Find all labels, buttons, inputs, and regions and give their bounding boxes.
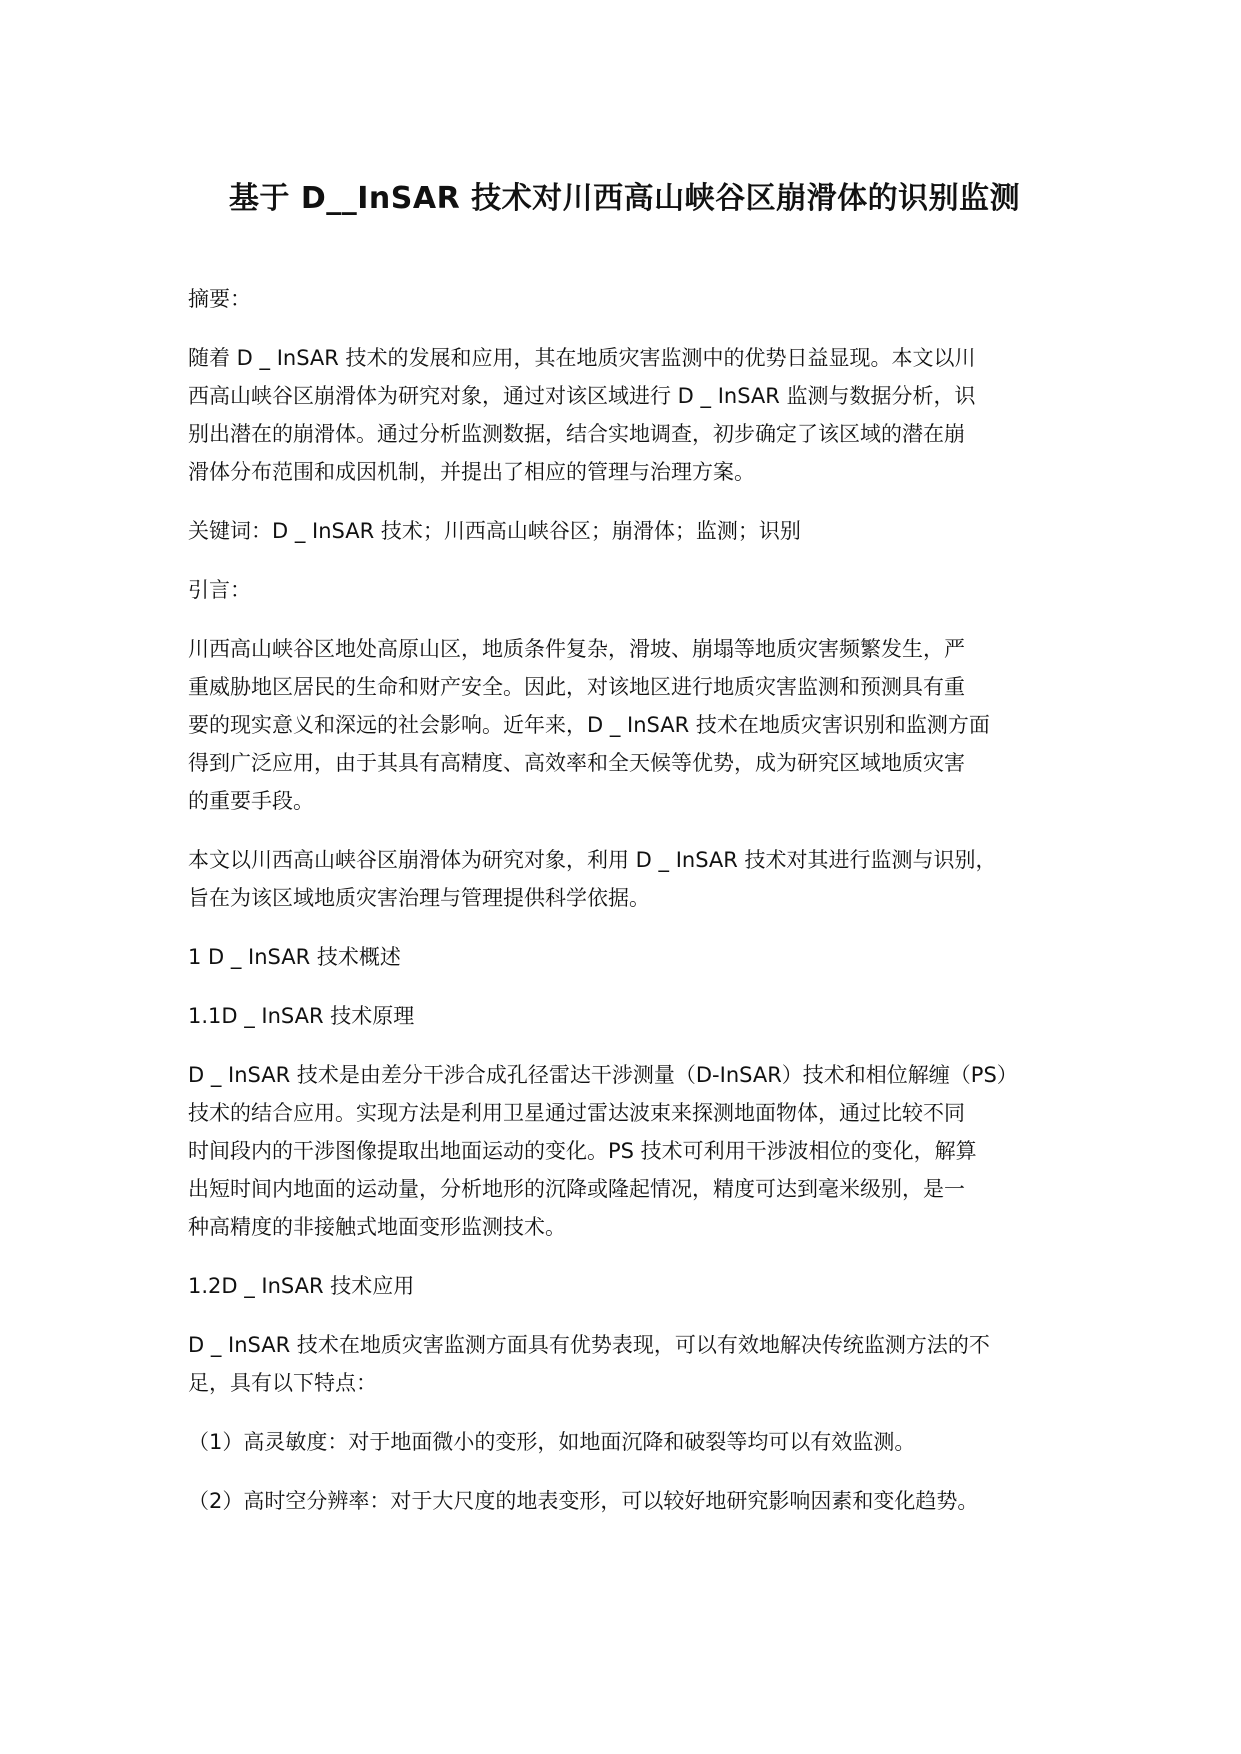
section-1-heading (188, 938, 1071, 976)
section-1-1-heading (188, 997, 1071, 1035)
section-1-2-body (188, 1326, 1071, 1402)
text-line: 随着 D _ InSAR 技术的发展和应用，其在地质灾害监测中的优势日益显现。本文以川 (188, 346, 976, 370)
text-line: 摘要： (188, 287, 251, 311)
abstract-body (188, 339, 1071, 491)
text-line: 出短时间内地面的运动量，分析地形的沉降或隆起情况，精度可达到毫米级别，是一 (188, 1177, 965, 1201)
text-line: 别出潜在的崩滑体。通过分析监测数据，结合实地调查，初步确定了该区域的潜在崩 (188, 422, 965, 446)
text-line: （1）高灵敏度：对于地面微小的变形，如地面沉降和破裂等均可以有效监测。 (188, 1430, 916, 1454)
text-line: 得到广泛应用，由于其具有高精度、高效率和全天候等优势，成为研究区域地质灾害 (188, 751, 965, 775)
document-title: 基于 D__InSAR 技术对川西高山峡谷区崩滑体的识别监测 (228, 181, 1021, 216)
text-line: 西高山峡谷区崩滑体为研究对象，通过对该区域进行 D _ InSAR 监测与数据分析，识 (188, 384, 976, 408)
intro-body-1 (188, 630, 1071, 820)
abstract-heading (188, 280, 1071, 318)
text-line: 关键词：D _ InSAR 技术；川西高山峡谷区；崩滑体；监测；识别 (188, 519, 801, 543)
section-1-2-heading (188, 1267, 1071, 1305)
intro-body-2 (188, 841, 1071, 917)
text-line: 要的现实意义和深远的社会影响。近年来，D _ InSAR 技术在地质灾害识别和监测方面 (188, 713, 990, 737)
keywords (188, 512, 1071, 550)
text-line: 滑体分布范围和成因机制，并提出了相应的管理与治理方案。 (188, 460, 755, 484)
text-line: （2）高时空分辨率：对于大尺度的地表变形，可以较好地研究影响因素和变化趋势。 (188, 1489, 979, 1513)
document-body (188, 280, 1071, 1520)
intro-heading (188, 571, 1071, 609)
text-line: 种高精度的非接触式地面变形监测技术。 (188, 1215, 566, 1239)
text-line: 重威胁地区居民的生命和财产安全。因此，对该地区进行地质灾害监测和预测具有重 (188, 675, 965, 699)
text-line: 本文以川西高山峡谷区崩滑体为研究对象，利用 D _ InSAR 技术对其进行监测与识别， (188, 848, 997, 872)
text-line: 1 D _ InSAR 技术概述 (188, 945, 401, 969)
text-line: 引言： (188, 578, 251, 602)
text-line: D _ InSAR 技术在地质灾害监测方面具有优势表现，可以有效地解决传统监测方法的不 (188, 1333, 990, 1357)
text-line: 旨在为该区域地质灾害治理与管理提供科学依据。 (188, 886, 650, 910)
text-line: 足，具有以下特点： (188, 1371, 377, 1395)
section-1-1-body (188, 1056, 1071, 1246)
text-line: 的重要手段。 (188, 789, 314, 813)
text-line: D _ InSAR 技术是由差分干涉合成孔径雷达干涉测量（D-InSAR）技术和相位解缠（PS） (188, 1063, 1018, 1087)
text-line: 1.1D _ InSAR 技术原理 (188, 1004, 415, 1028)
text-line: 1.2D _ InSAR 技术应用 (188, 1274, 415, 1298)
text-line: 技术的结合应用。实现方法是利用卫星通过雷达波束来探测地面物体，通过比较不同 (188, 1101, 965, 1125)
text-line: 川西高山峡谷区地处高原山区，地质条件复杂，滑坡、崩塌等地质灾害频繁发生，严 (188, 637, 965, 661)
feature-item-2 (188, 1482, 1071, 1520)
feature-item-1 (188, 1423, 1071, 1461)
text-line: 时间段内的干涉图像提取出地面运动的变化。PS 技术可利用干涉波相位的变化，解算 (188, 1139, 977, 1163)
